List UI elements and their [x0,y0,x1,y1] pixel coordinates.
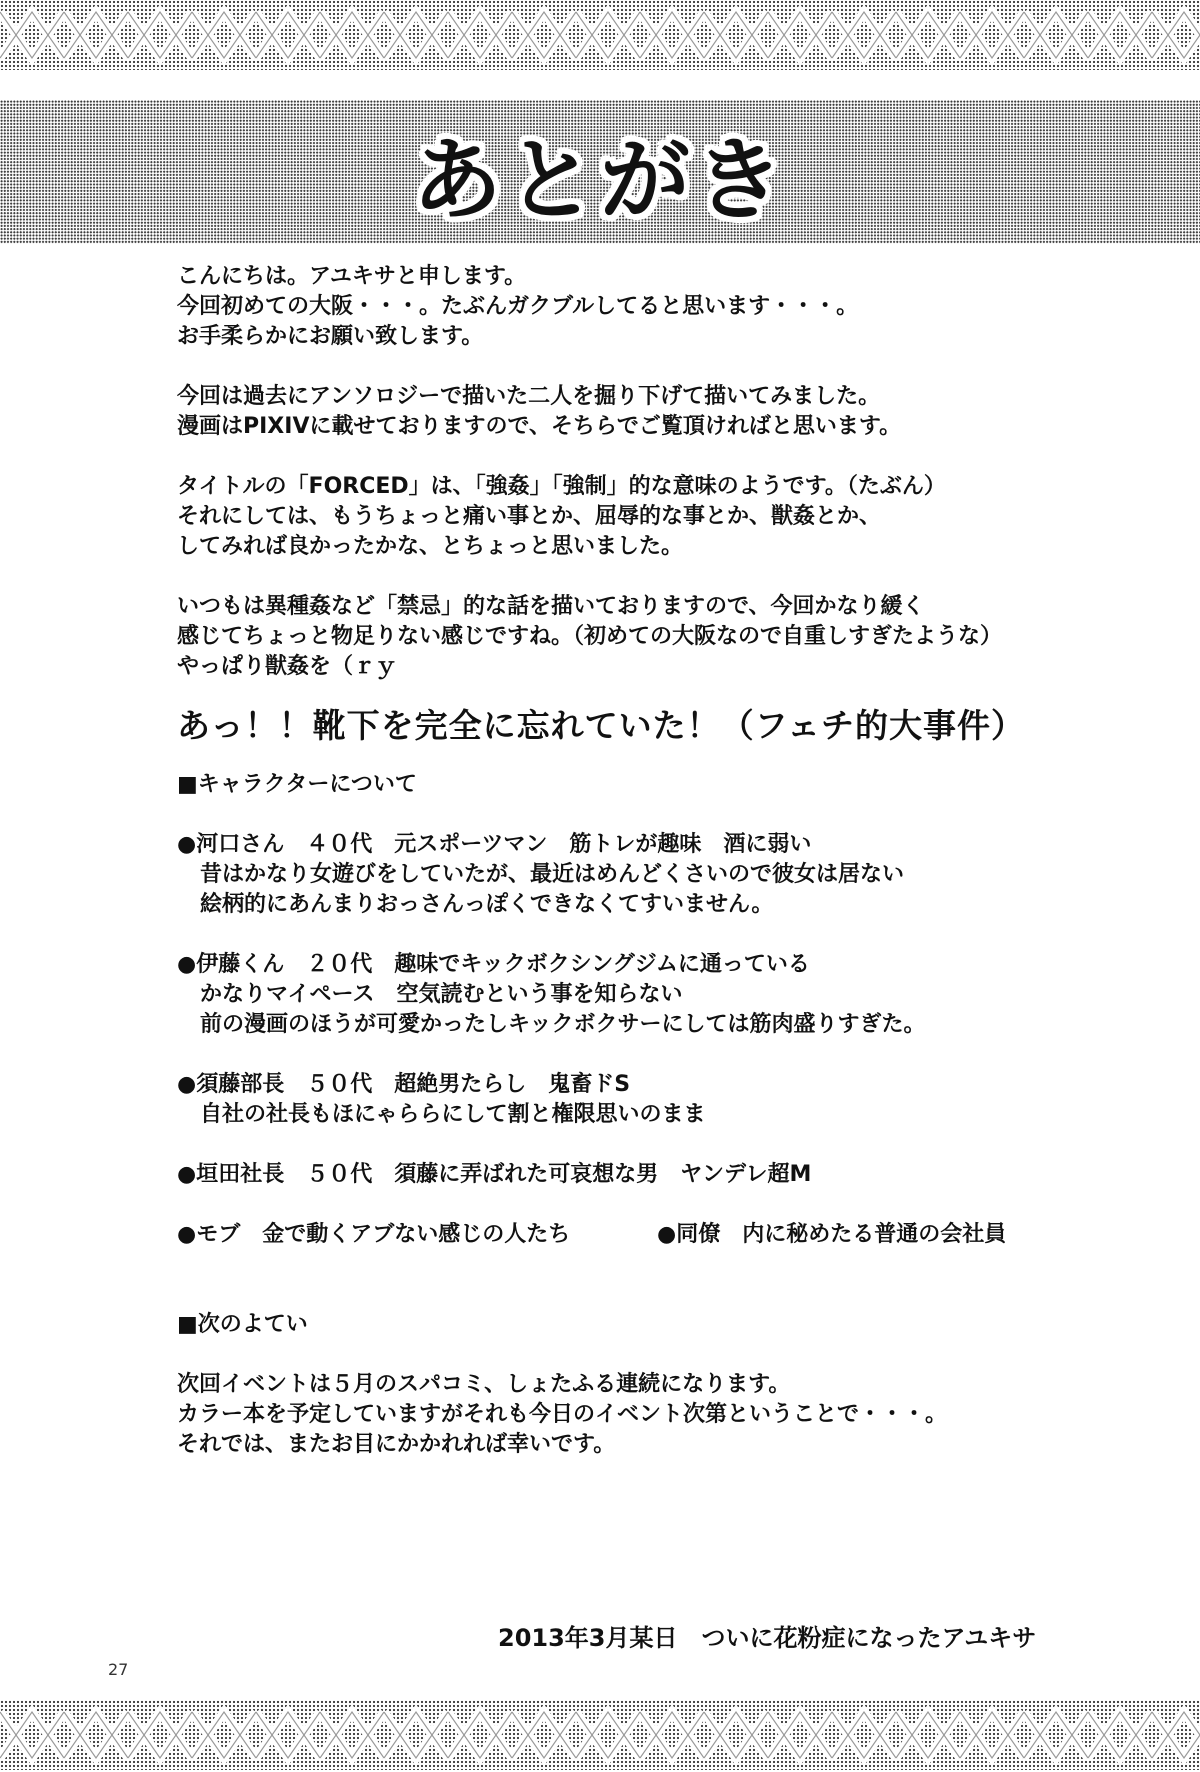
character-mob-row [177,1220,1077,1250]
intro-line-1: こんにちは。アユキサと申します。 [177,264,527,289]
next-line-2: カラー本を予定していますがそれも今日のイベント次第ということで・・・。 [177,1402,948,1427]
bottom-decorative-border [0,1700,1200,1770]
intro-line-3: お手柔らかにお願い致します。 [177,324,484,349]
characters-heading: ■キャラクターについて [177,772,417,797]
para3-line-2: それにしては、もうちょっと痛い事とか、屈辱的な事とか、獣姦とか、 [177,504,882,529]
character-sudo-desc-1: 自社の社長もほにゃららにして割と権限思いのまま [200,1102,706,1127]
intro-line-2: 今回初めての大阪・・・。たぶんガクブルしてると思います・・・。 [177,294,859,319]
para3-line-1: タイトルの「FORCED」は、「強姦」「強制」的な意味のようです。（たぶん） [177,474,946,499]
para4-line-2: 感じてちょっと物足りない感じですね。（初めての大阪なので自重しすぎたような） [177,624,1003,649]
headline: あっ！！靴下を完全に忘れていた！（フェチ的大事件） [177,706,1026,745]
character-coworker: ●同僚 内に秘めたる普通の会社員 [657,1222,1007,1247]
character-kawaguchi: ●河口さん ４０代 元スポーツマン 筋トレが趣味 酒に弱い [177,832,812,857]
character-sudo: ●須藤部長 ５０代 超絶男たらし 鬼畜ドS [177,1072,631,1097]
para2-line-2: 漫画はPIXIVに載せておりますので、そちらでご覧頂ければと思います。 [177,414,902,439]
next-line-3: それでは、またお目にかかれれば幸いです。 [177,1432,616,1457]
para2-line-1: 今回は過去にアンソロジーで描いた二人を掘り下げて描いてみました。 [177,384,881,409]
character-kawaguchi-desc-1: 昔はかなり女遊びをしていたが、最近はめんどくさいので彼女は居ない [200,862,905,887]
para3-line-3: してみれば良かったかな、とちょっと思いました。 [177,534,684,559]
para4-line-3: やっぱり獣姦を（ｒｙ [177,654,398,679]
character-mob: ●モブ 金で動くアブない感じの人たち [177,1222,571,1247]
character-ito-desc-2: 前の漫画のほうが可愛かったしキックボクサーにしては筋肉盛りすぎた。 [200,1012,926,1037]
top-decorative-border [0,0,1200,70]
character-ito: ●伊藤くん ２０代 趣味でキックボクシングジムに通っている [177,952,810,977]
afterword-body [177,262,1077,1460]
top-border-pattern [0,0,1200,70]
page-title: あとがき [412,128,788,233]
next-heading: ■次のよてい [177,1312,308,1337]
character-kawaguchi-desc-2: 絵柄的にあんまりおっさんっぽくできなくてすいません。 [200,892,774,917]
page-number: 27 [108,1660,129,1679]
character-kakita: ●垣田社長 ５０代 須藤に弄ばれた可哀想な男 ヤンデレ超M [177,1162,812,1187]
bottom-border-pattern [0,1700,1200,1770]
character-ito-desc-1: かなりマイペース 空気読むという事を知らない [200,982,683,1007]
signature: 2013年3月某日 ついに花粉症になったアユキサ [498,1624,1037,1652]
para4-line-1: いつもは異種姦など「禁忌」的な話を描いておりますので、今回かなり緩く [177,594,925,619]
next-line-1: 次回イベントは５月のスパコミ、しょたふる連続になります。 [177,1372,791,1397]
